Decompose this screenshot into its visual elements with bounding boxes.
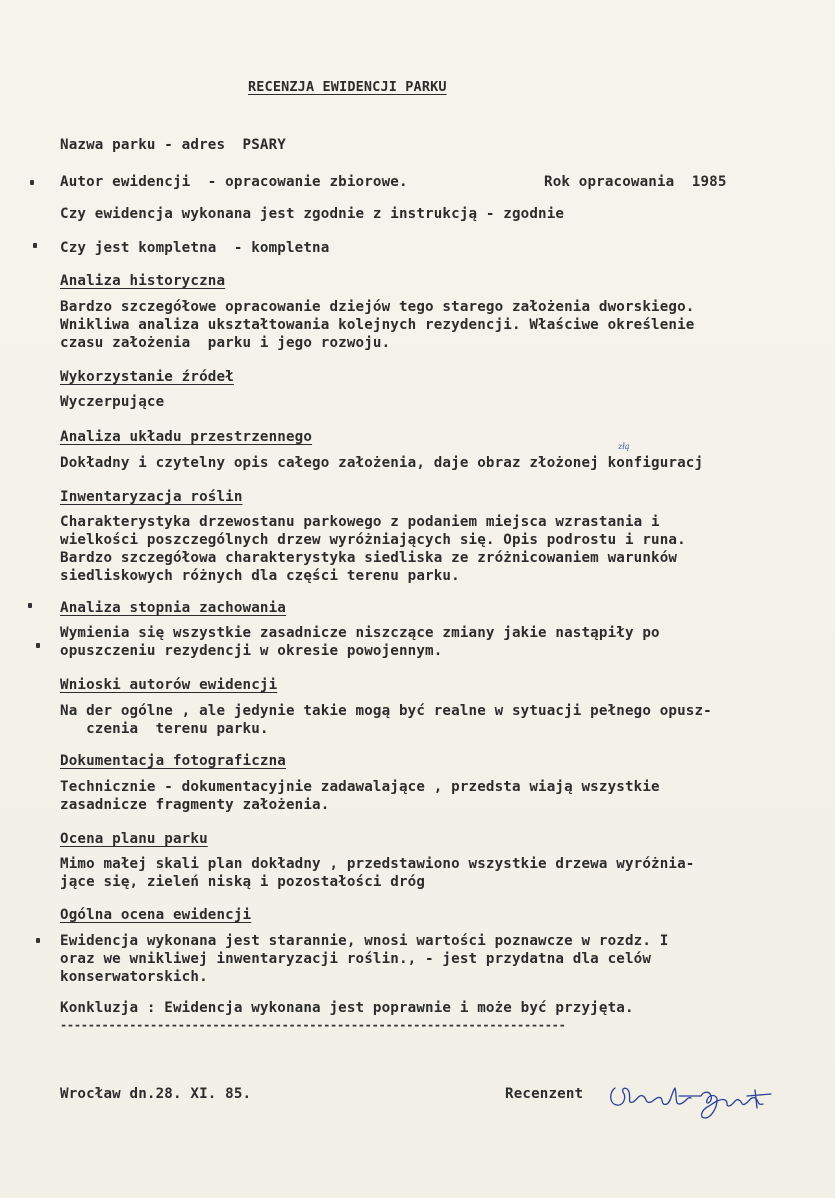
instruction-compliance-line: Czy ewidencja wykonana jest zgodnie z instrukcją - zgodnie bbox=[60, 206, 565, 222]
section-text-line: opuszczeniu rezydencji w okresie powojennym. bbox=[60, 643, 443, 659]
section-heading: Ocena planu parku bbox=[60, 831, 208, 847]
section-text-line: zasadnicze fragmenty założenia. bbox=[60, 797, 330, 813]
margin-mark bbox=[33, 243, 37, 248]
author-line: Autor ewidencji - opracowanie zbiorowe. bbox=[60, 174, 408, 190]
section-text-line: Na der ogólne , ale jedynie takie mogą być realne w sytuacji pełnego opusz- bbox=[60, 703, 712, 719]
section-heading: Wykorzystanie źródeł bbox=[60, 369, 234, 385]
section-text-line: czenia terenu parku. bbox=[60, 721, 269, 737]
section-heading: Inwentaryzacja roślin bbox=[60, 489, 243, 505]
section-text-line: Wymienia się wszystkie zasadnicze niszczące zmiany jakie nastąpiły po bbox=[60, 625, 660, 641]
section-text-line: Bardzo szczegółowa charakterystyka siedliska ze zróżnicowaniem warunków bbox=[60, 550, 678, 566]
document-title: RECENZJA EWIDENCJI PARKU bbox=[248, 79, 447, 95]
place-date: Wrocław dn.28. XI. 85. bbox=[60, 1086, 252, 1102]
completeness-line: Czy jest kompletna - kompletna bbox=[60, 240, 330, 256]
section-heading: Dokumentacja fotograficzna bbox=[60, 753, 286, 769]
section-text-line: oraz we wnikliwej inwentaryzacji roślin., - jest przydatna dla celów bbox=[60, 951, 652, 967]
section-text-line: Dokładny i czytelny opis całego założenia, daje obraz złożonej konfiguracj bbox=[60, 455, 704, 471]
handwritten-insertion: złą bbox=[618, 442, 630, 451]
section-text-line: Wnikliwa analiza ukształtowania kolejnych rezydencji. Właściwe określenie bbox=[60, 317, 695, 333]
section-text-line: czasu założenia parku i jego rozwoju. bbox=[60, 335, 391, 351]
year-line: Rok opracowania 1985 bbox=[544, 174, 727, 190]
section-text-line: jące się, zieleń niską i pozostałości dróg bbox=[60, 874, 426, 890]
section-text-line: wielkości poszczególnych drzew wyróżniających się. Opis podrostu i runa. bbox=[60, 532, 686, 548]
section-text-line: Bardzo szczegółowe opracowanie dziejów tego starego założenia dworskiego. bbox=[60, 299, 695, 315]
section-heading: Analiza układu przestrzennego bbox=[60, 429, 313, 445]
section-text-line: konserwatorskich. bbox=[60, 969, 208, 985]
section-text-line: Charakterystyka drzewostanu parkowego z podaniem miejsca wzrastania i bbox=[60, 514, 660, 530]
reviewer-signature bbox=[605, 1074, 780, 1129]
dashed-separator: ------------------------------------------------------------------------- bbox=[60, 1018, 566, 1032]
section-text-line: Technicznie - dokumentacyjnie zadawalające , przedsta wiają wszystkie bbox=[60, 779, 660, 795]
section-text-line: Wyczerpujące bbox=[60, 394, 165, 410]
conclusion-line: Konkluzja : Ewidencja wykonana jest poprawnie i może być przyjęta. bbox=[60, 1000, 634, 1016]
section-heading: Analiza stopnia zachowania bbox=[60, 600, 286, 616]
section-text-line: siedliskowych różnych dla części terenu parku. bbox=[60, 568, 460, 584]
section-heading: Ogólna ocena ewidencji bbox=[60, 907, 252, 923]
section-heading: Wnioski autorów ewidencji bbox=[60, 677, 278, 693]
margin-mark bbox=[30, 180, 34, 185]
margin-mark bbox=[36, 938, 40, 943]
reviewer-label: Recenzent bbox=[505, 1086, 584, 1102]
section-text-line: Ewidencja wykonana jest starannie, wnosi wartości poznawcze w rozdz. I bbox=[60, 933, 669, 949]
section-heading: Analiza historyczna bbox=[60, 273, 226, 289]
park-name-line: Nazwa parku - adres PSARY bbox=[60, 137, 286, 153]
margin-mark bbox=[36, 643, 40, 648]
margin-mark bbox=[28, 603, 32, 608]
section-text-line: Mimo małej skali plan dokładny , przedstawiono wszystkie drzewa wyróżnia- bbox=[60, 856, 695, 872]
